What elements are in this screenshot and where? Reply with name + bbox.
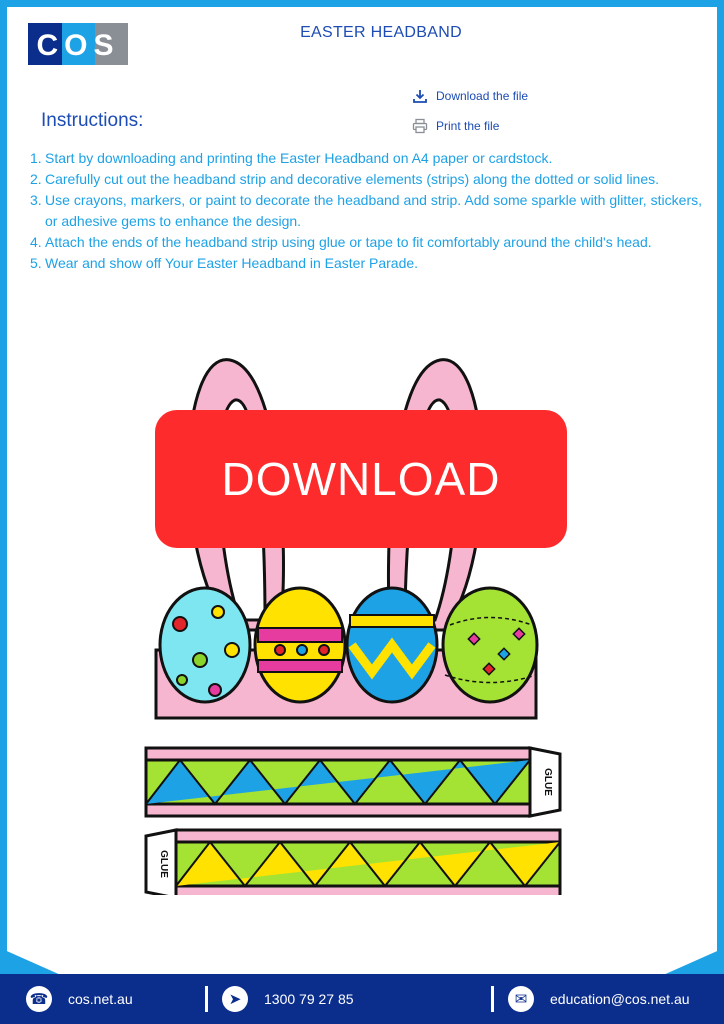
footer-website[interactable] <box>26 986 133 1012</box>
egg-blue <box>347 588 437 702</box>
footer-email-text: education@cos.net.au <box>550 991 690 1007</box>
egg-cyan <box>160 588 250 702</box>
instruction-step: 3. Use crayons, markers, or paint to decorate the headband and strip. Add some sparkle with glitter, stickers, or adhesive gems to enhance the design. <box>30 192 702 229</box>
frame-right <box>717 0 724 980</box>
print-file-link[interactable] <box>412 118 499 134</box>
frame-left <box>0 0 7 980</box>
egg-yellow <box>255 588 345 702</box>
footer-email[interactable] <box>508 986 690 1012</box>
footer-divider <box>205 986 208 1012</box>
logo-text: COS <box>36 29 120 62</box>
instructions-heading: Instructions: <box>41 110 144 131</box>
footer-website-text: cos.net.au <box>68 991 133 1007</box>
glue-label-2: GLUE <box>158 850 169 878</box>
phone-icon: ☎ <box>26 986 52 1012</box>
footer <box>0 974 724 1024</box>
instructions-list <box>30 148 702 274</box>
frame-top <box>0 0 724 7</box>
footer-divider <box>491 986 494 1012</box>
download-file-label: Download the file <box>436 89 529 103</box>
decorative-strip-2 <box>146 830 560 895</box>
glue-label-1: GLUE <box>542 768 553 796</box>
instruction-step: 4. Attach the ends of the headband strip using glue or tape to fit comfortably around the child's head. <box>30 234 652 250</box>
instruction-step: 5. Wear and show off Your Easter Headband in Easter Parade. <box>30 255 419 271</box>
egg-green <box>443 588 537 702</box>
page-title: EASTER HEADBAND <box>300 24 462 41</box>
instruction-step: 2. Carefully cut out the headband strip and decorative elements (strips) along the dotted or solid lines. <box>30 171 660 187</box>
download-button[interactable]: DOWNLOAD <box>155 410 567 548</box>
print-file-label: Print the file <box>436 119 500 133</box>
download-icon <box>412 88 428 104</box>
decorative-strip-1 <box>146 748 560 816</box>
footer-phone-text: 1300 79 27 85 <box>264 991 354 1007</box>
footer-phone[interactable] <box>222 986 354 1012</box>
mail-icon: ✉ <box>508 986 534 1012</box>
cursor-icon: ➤ <box>222 986 248 1012</box>
instruction-step: 1. Start by downloading and printing the Easter Headband on A4 paper or cardstock. <box>30 150 553 166</box>
download-file-link[interactable] <box>412 88 528 104</box>
printer-icon <box>412 118 428 134</box>
